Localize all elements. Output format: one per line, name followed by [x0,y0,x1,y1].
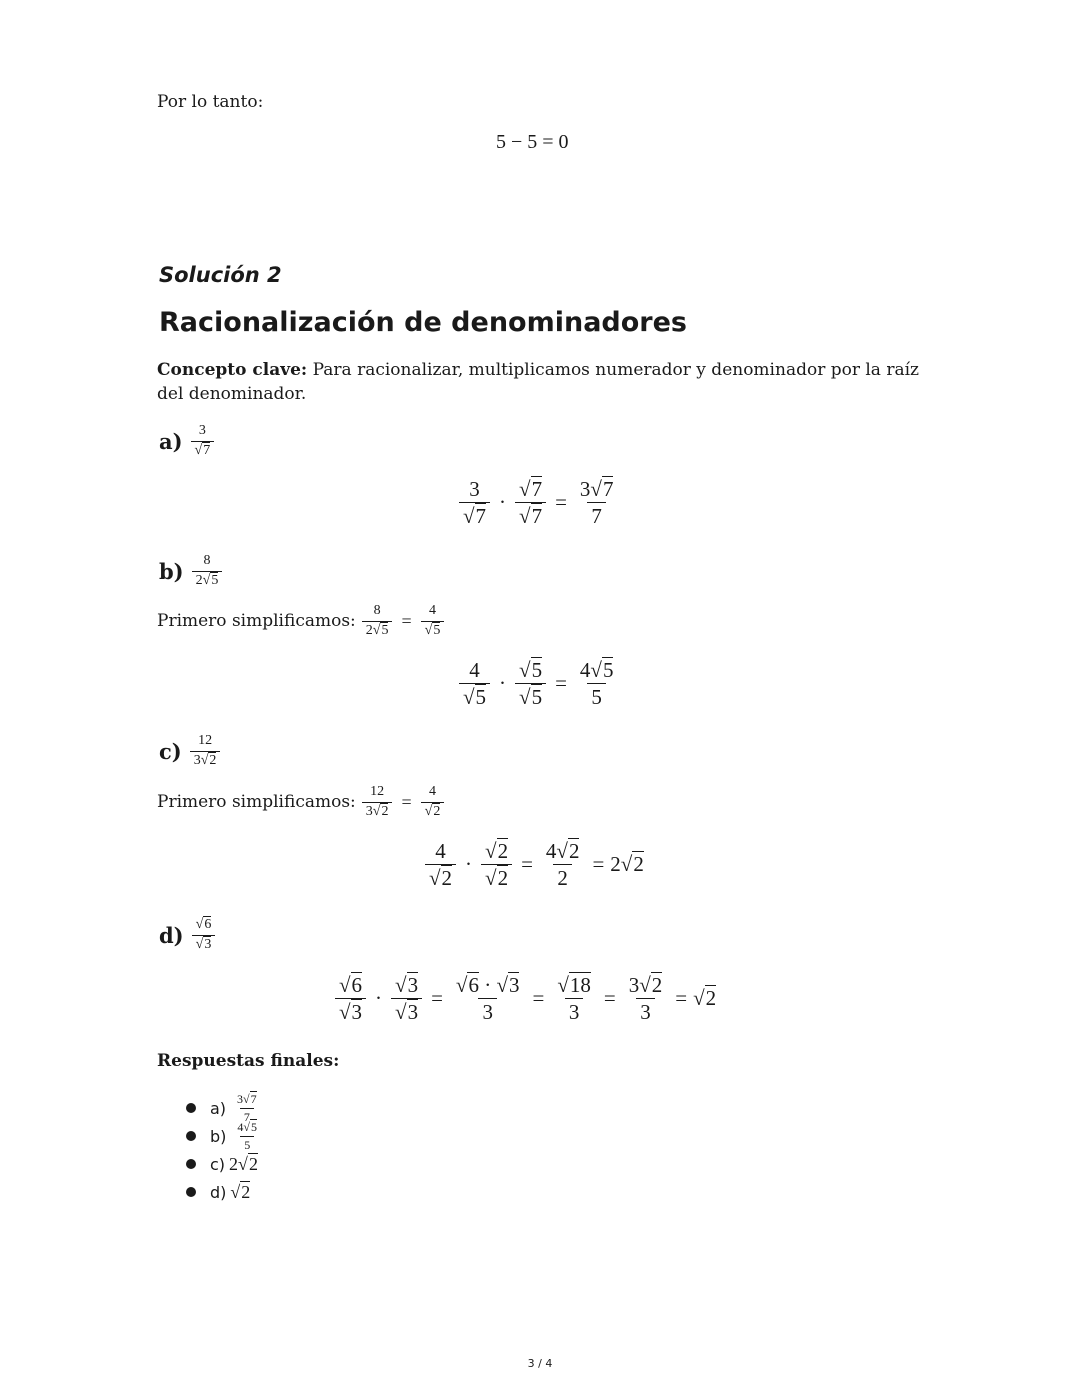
item-b-label: b) [159,558,184,584]
item-c-fraction: $\frac{12}{3√2}$ [190,734,221,768]
item-b-heading [159,554,225,588]
item-c-simplify: Primero simplificamos: $\frac{12}{3√2}$ = $\frac{4}{√2}$ [157,785,447,819]
bullet-icon [186,1187,196,1197]
item-d-fraction: $\frac{√6}{√3}$ [192,918,216,952]
simplify-text-b: Primero simplificamos: [157,611,356,632]
intro-equation: 5 − 5 = 0 [496,131,569,153]
concept-text-2: del denominador. [157,384,307,404]
item-a-label: a) [159,428,183,454]
list-item: a) $\frac{3√7}{7}$ [186,1094,264,1122]
list-item: d) √2 [186,1178,264,1206]
item-a-heading [159,424,217,458]
item-d-label: d) [159,922,184,948]
item-b-equation: $\frac{4}{√5}$ · $\frac{√5}{√5}$ = $\frac{4√5}{5}$ [456,659,620,708]
concept-paragraph [157,358,919,406]
item-b-simplify: Primero simplificamos: $\frac{8}{2√5}$ = $\frac{4}{√5}$ [157,604,447,638]
solution-label: Solución 2 [159,263,282,287]
item-b-fraction: $\frac{8}{2√5}$ [192,554,223,588]
item-d-heading [159,918,218,952]
intro-text: Por lo tanto: [157,92,264,112]
item-c-label: c) [159,738,182,764]
bullet-icon [186,1103,196,1113]
final-answers-list [186,1091,264,1206]
item-c-heading [159,734,223,768]
list-item: b) $\frac{4√5}{5}$ [186,1122,264,1150]
concept-bold: Concepto clave: [157,360,308,380]
list-item: c) 2√2 [186,1150,264,1178]
item-c-equation: $\frac{4}{√2}$ · $\frac{√2}{√2}$ = $\frac{4√2}{2}$ = 2√2 [422,840,644,889]
item-a-fraction: $\frac{3}{√7}$ [191,424,215,458]
simplify-text-c: Primero simplificamos: [157,792,356,813]
final-title: Respuestas finales: [157,1051,340,1071]
page-number: 3 / 4 [527,1357,553,1370]
section-title: Racionalización de denominadores [159,307,687,338]
bullet-icon [186,1159,196,1169]
bullet-icon [186,1131,196,1141]
concept-text-1: Para racionalizar, multiplicamos numerador y denominador por la raíz [312,360,919,380]
item-a-equation: $\frac{3}{√7}$ · $\frac{√7}{√7}$ = $\frac{3√7}{7}$ [456,478,620,527]
item-d-equation: $\frac{√6}{√3}$ · $\frac{√3}{√3}$ = $\frac{√6 \cdot √3}{3}$ = $\frac{√18}{3}$ = $\frac{3√2}{3}$ = √2 [332,974,716,1023]
